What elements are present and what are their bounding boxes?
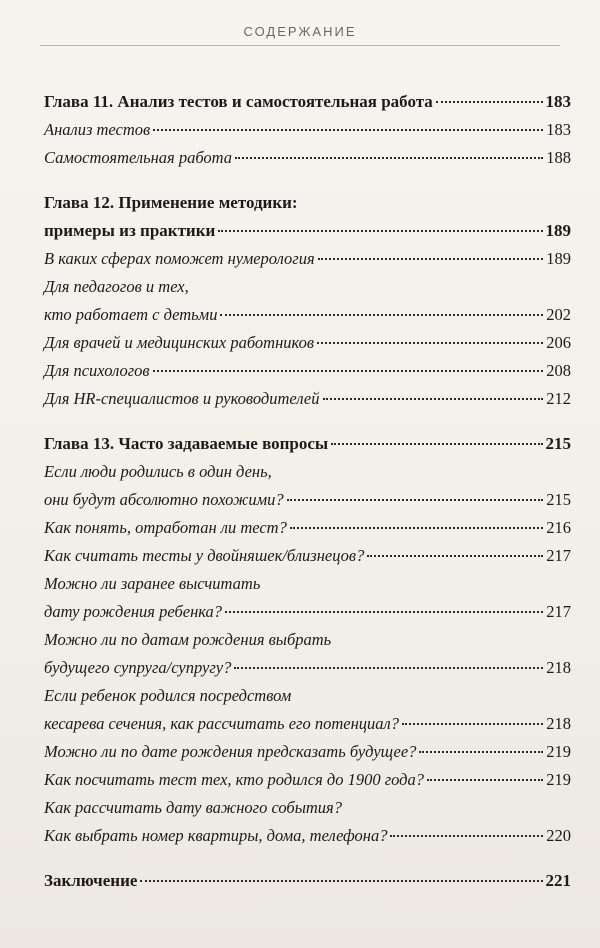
dot-leader: [367, 555, 543, 557]
toc-entry-line1[interactable]: [44, 570, 571, 598]
toc-entry-line1[interactable]: [44, 458, 571, 486]
dot-leader: [331, 443, 542, 445]
toc-entry-chapter-13[interactable]: [44, 430, 571, 458]
toc-entry-line1[interactable]: [44, 626, 571, 654]
toc-entry-title: Анализ тестов: [44, 120, 151, 139]
toc-chapter-12: [44, 189, 571, 413]
toc-entry-page: 202: [546, 305, 571, 324]
toc-entry-page: 188: [546, 148, 571, 167]
toc-entry-title: Глава 11. Анализ тестов и самостоятельная работа: [44, 92, 433, 111]
dot-leader: [225, 611, 543, 613]
dot-leader: [140, 880, 542, 882]
dot-leader: [220, 314, 543, 316]
toc-entry-page: 219: [546, 742, 571, 761]
toc-entry-title: кто работает с детьми: [44, 305, 218, 324]
dot-leader: [436, 101, 543, 103]
toc-entry-title: Для педагогов и тех,: [44, 277, 189, 296]
toc-entry[interactable]: [44, 598, 571, 626]
toc-entry-title: дату рождения ребенка?: [44, 602, 223, 621]
toc-entry-title: Если люди родились в один день,: [44, 462, 272, 481]
toc-entry-page: 218: [546, 714, 571, 733]
toc-entry[interactable]: [44, 329, 571, 357]
toc-entry-title: Для психологов: [44, 361, 150, 380]
toc-entry-page: 189: [546, 249, 571, 268]
toc-entry[interactable]: [44, 357, 571, 385]
toc-entry-page: 221: [545, 871, 571, 890]
header-rule: [40, 45, 560, 46]
dot-leader: [290, 527, 543, 529]
toc-entry-title: Как выбрать номер квартиры, дома, телефона?: [44, 826, 388, 845]
toc-entry[interactable]: [44, 822, 571, 850]
toc-entry-title: Как понять, отработан ли тест?: [44, 518, 287, 537]
toc-entry-page: 215: [546, 490, 571, 509]
dot-leader: [218, 230, 542, 232]
toc-entry-page: 215: [545, 434, 571, 453]
toc-entry-line1[interactable]: [44, 273, 571, 301]
toc-entry-title: Как считать тесты у двойняшек/близнецов?: [44, 546, 365, 565]
toc-entry-title: Заключение: [44, 871, 138, 890]
dot-leader: [153, 129, 543, 131]
toc-entry[interactable]: [44, 514, 571, 542]
toc-entry-title: Глава 13. Часто задаваемые вопросы: [44, 434, 329, 453]
toc-chapter-11: [44, 88, 571, 172]
dot-leader: [390, 835, 543, 837]
toc-entry-page: 212: [546, 389, 571, 408]
toc-entry-page: 219: [546, 770, 571, 789]
toc-entry-page: 220: [546, 826, 571, 845]
toc-entry-title: Самостоятельная работа: [44, 148, 233, 167]
dot-leader: [287, 499, 544, 501]
toc-entry-page: 189: [545, 221, 571, 240]
toc-entry-chapter-12[interactable]: [44, 217, 571, 245]
toc-entry-title: Для врачей и медицинских работников: [44, 333, 315, 352]
toc-entry-line1[interactable]: [44, 682, 571, 710]
toc-entry[interactable]: [44, 738, 571, 766]
toc-entry-title: будущего супруга/супругу?: [44, 658, 232, 677]
toc-entry[interactable]: [44, 654, 571, 682]
running-head: СОДЕРЖАНИЕ: [243, 24, 357, 39]
toc-entry[interactable]: [44, 385, 571, 413]
toc-entry-title: Можно ли по дате рождения предсказать будущее?: [44, 742, 417, 761]
dot-leader: [402, 723, 543, 725]
dot-leader: [323, 398, 544, 400]
toc-entry-page: 218: [546, 658, 571, 677]
toc-entry-title: примеры из практики: [44, 221, 216, 240]
toc-entry-page: 183: [546, 120, 571, 139]
toc-entry-title: Как посчитать тест тех, кто родился до 1900 года?: [44, 770, 425, 789]
toc-entry[interactable]: [44, 144, 571, 172]
toc-entry-title: Для HR-специалистов и руководителей: [44, 389, 320, 408]
toc-conclusion: [44, 867, 571, 895]
toc-entry-page: 216: [546, 518, 571, 537]
toc-entry-title: Можно ли заранее высчитать: [44, 574, 261, 593]
toc-entry-page: 217: [546, 546, 571, 565]
toc-entry-title: Если ребенок родился посредством: [44, 686, 292, 705]
toc-entry-title: Можно ли по датам рождения выбрать: [44, 630, 332, 649]
toc-entry-title: Как рассчитать дату важного события?: [44, 798, 342, 817]
dot-leader: [318, 258, 544, 260]
toc-entry[interactable]: [44, 301, 571, 329]
table-of-contents: [44, 88, 571, 912]
dot-leader: [234, 667, 543, 669]
dot-leader: [317, 342, 543, 344]
toc-entry[interactable]: [44, 766, 571, 794]
toc-chapter-13: [44, 430, 571, 850]
toc-entry-page: 206: [546, 333, 571, 352]
toc-entry[interactable]: [44, 486, 571, 514]
dot-leader: [153, 370, 544, 372]
toc-entry-title: они будут абсолютно похожими?: [44, 490, 284, 509]
toc-entry-page: 183: [545, 92, 571, 111]
toc-entry-title: кесарева сечения, как рассчитать его потенциал?: [44, 714, 399, 733]
dot-leader: [419, 751, 543, 753]
toc-entry[interactable]: [44, 710, 571, 738]
toc-entry-page: 217: [546, 602, 571, 621]
toc-entry-title: В каких сферах поможет нумерология: [44, 249, 315, 268]
toc-entry[interactable]: [44, 542, 571, 570]
toc-entry-chapter-12-line1[interactable]: [44, 189, 571, 217]
dot-leader: [235, 157, 543, 159]
toc-entry-title: Глава 12. Применение методики:: [44, 193, 298, 212]
dot-leader: [427, 779, 543, 781]
toc-entry-line1[interactable]: [44, 794, 571, 822]
toc-entry[interactable]: [44, 245, 571, 273]
toc-entry-conclusion[interactable]: [44, 867, 571, 895]
toc-entry[interactable]: [44, 116, 571, 144]
toc-entry-page: 208: [546, 361, 571, 380]
toc-entry-chapter-11[interactable]: [44, 88, 571, 116]
